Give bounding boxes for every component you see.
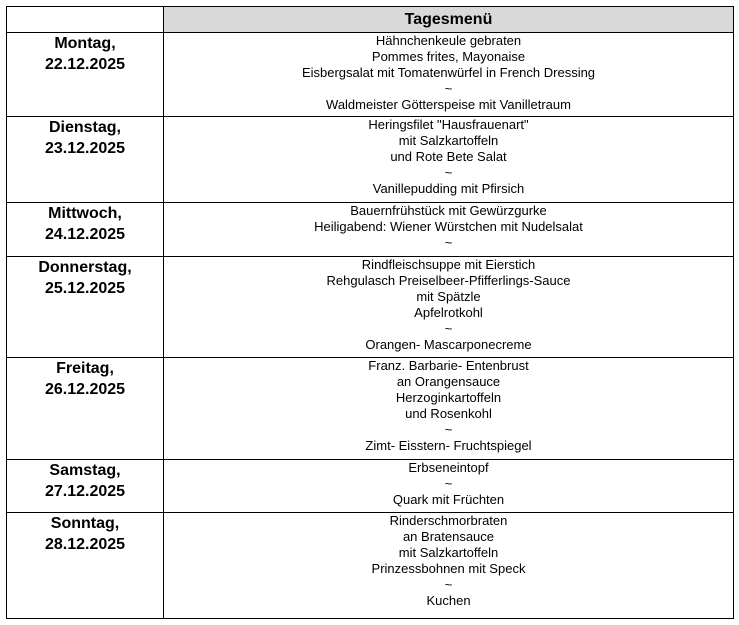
dish-line: Herzoginkartoffeln (395, 390, 502, 405)
dish-line: Franz. Barbarie- Entenbrust (368, 358, 529, 373)
separator-tilde: ~ (444, 476, 453, 491)
day-date: 25.12.2025 (44, 280, 126, 297)
day-name: Sonntag, (50, 515, 120, 532)
day-date: 23.12.2025 (44, 140, 126, 157)
menu-row (7, 257, 734, 358)
dish-line: Apfelrotkohl (414, 305, 483, 320)
day-cell (7, 203, 164, 257)
dish-line: Vanillepudding mit Pfirsich (372, 181, 525, 196)
dish-line: Eisbergsalat mit Tomatenwürfel in French Dressing (301, 65, 596, 80)
dish-line: Quark mit Früchten (392, 492, 505, 507)
dish-line: Bauernfrühstück mit Gewürzgurke (350, 203, 547, 218)
dish-cell (164, 203, 734, 257)
day-name: Montag, (54, 35, 116, 52)
dish-cell (164, 358, 734, 460)
dish-line: mit Salzkartoffeln (398, 133, 499, 148)
menu-row (7, 513, 734, 619)
day-date: 27.12.2025 (44, 483, 126, 500)
day-cell (7, 513, 164, 619)
dish-cell (164, 513, 734, 619)
dish-line: und Rote Bete Salat (390, 149, 507, 164)
day-date: 22.12.2025 (44, 56, 126, 73)
separator-tilde: ~ (444, 81, 453, 96)
dish-line: Prinzessbohnen mit Speck (371, 561, 526, 576)
dish-line: Orangen- Mascarponecreme (365, 337, 532, 352)
menu-row (7, 117, 734, 203)
separator-tilde: ~ (444, 422, 453, 437)
header-empty-cell (7, 7, 164, 33)
dish-line: Waldmeister Götterspeise mit Vanilletraum (326, 97, 571, 112)
dish-line: Rindfleischsuppe mit Eierstich (361, 257, 536, 272)
day-name: Donnerstag, (38, 259, 132, 276)
dish-cell (164, 460, 734, 513)
dish-line: Hähnchenkeule gebraten (375, 33, 522, 48)
day-name: Mittwoch, (48, 205, 122, 222)
menu-row (7, 203, 734, 257)
dish-cell (164, 257, 734, 358)
menu-row (7, 460, 734, 513)
dish-line: mit Salzkartoffeln (398, 545, 499, 560)
separator-tilde: ~ (444, 165, 453, 180)
day-cell (7, 358, 164, 460)
dish-line: Heiligabend: Wiener Würstchen mit Nudelsalat (314, 219, 583, 234)
dish-line: Heringsfilet "Hausfrauenart" (368, 117, 529, 132)
header-row (7, 7, 734, 33)
day-cell (7, 460, 164, 513)
dish-cell (164, 117, 734, 203)
dish-line: und Rosenkohl (405, 406, 492, 421)
dish-line: Erbseneintopf (408, 460, 489, 475)
dish-line: mit Spätzle (416, 289, 481, 304)
menu-body (7, 33, 734, 619)
separator-tilde: ~ (444, 577, 453, 592)
day-cell (7, 117, 164, 203)
day-date: 28.12.2025 (44, 536, 126, 553)
dish-cell (164, 33, 734, 117)
day-name: Dienstag, (48, 119, 121, 136)
day-date: 26.12.2025 (44, 381, 126, 398)
day-name: Freitag, (56, 360, 114, 377)
separator-tilde: ~ (444, 321, 453, 336)
day-date: 24.12.2025 (44, 226, 126, 243)
dish-line: Rinderschmorbraten (389, 513, 508, 528)
dish-line: an Orangensauce (396, 374, 501, 389)
dish-line: Kuchen (426, 593, 471, 608)
menu-row (7, 358, 734, 460)
header-title: Tagesmenü (164, 7, 734, 33)
menu-row (7, 33, 734, 117)
day-cell (7, 257, 164, 358)
day-name: Samstag, (49, 462, 121, 479)
dish-line: an Bratensauce (402, 529, 495, 544)
separator-tilde: ~ (444, 235, 453, 250)
dish-line: Zimt- Eisstern- Fruchtspiegel (365, 438, 532, 453)
dish-line: Rehgulasch Preiselbeer-Pfifferlings-Sauce (326, 273, 571, 288)
menu-table (6, 6, 734, 619)
day-cell (7, 33, 164, 117)
dish-line: Pommes frites, Mayonaise (371, 49, 526, 64)
